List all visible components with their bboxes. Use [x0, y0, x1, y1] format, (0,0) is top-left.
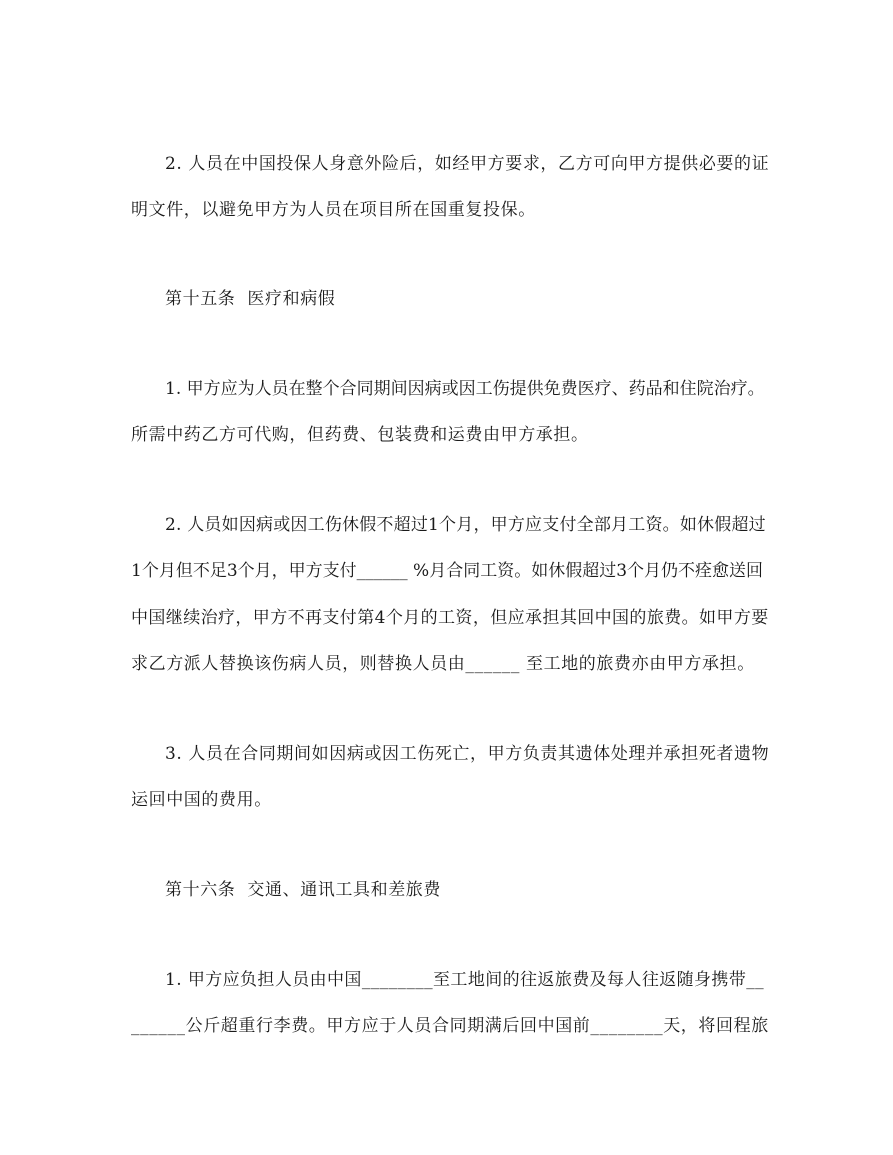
clause-15-item-3-line-1: 3. 人员在合同期间如因病或因工伤死亡，甲方负责其遗体处理并承担死者遗物: [165, 744, 770, 764]
clause-16-heading: 第十六条 交通、通讯工具和差旅费: [165, 880, 442, 900]
clause-16-item-1-line-1: 1. 甲方应负担人员由中国________至工地间的往返旅费及每人往返随身携带__: [165, 970, 765, 990]
clause-15-item-2-line-3: 中国继续治疗，甲方不再支付第4个月的工资，但应承担其回中国的旅费。如甲方要: [131, 608, 769, 628]
clause-15-item-2-line-2: 1个月但不足3个月，甲方支付______ %月合同工资。如休假超过3个月仍不痊愈送回: [131, 561, 764, 581]
clause-15-item-3-line-2: 运回中国的费用。: [131, 790, 272, 810]
clause-14-item-2-line-1: 2. 人员在中国投保人身意外险后，如经甲方要求，乙方可向甲方提供必要的证: [165, 154, 770, 174]
clause-15-item-2-line-1: 2. 人员如因病或因工伤休假不超过1个月，甲方应支付全部月工资。如休假超过: [165, 515, 766, 535]
clause-14-item-2-line-2: 明文件，以避免甲方为人员在项目所在国重复投保。: [131, 200, 536, 220]
clause-15-heading: 第十五条 医疗和病假: [165, 289, 336, 309]
clause-15-item-1-line-1: 1. 甲方应为人员在整个合同期间因病或因工伤提供免费医疗、药品和住院治疗。: [165, 379, 765, 399]
clause-15-item-1-line-2: 所需中药乙方可代购，但药费、包装费和运费由甲方承担。: [131, 425, 589, 445]
clause-15-item-2-line-4: 求乙方派人替换该伤病人员，则替换人员由______ 至工地的旅费亦由甲方承担。: [131, 654, 755, 674]
clause-16-item-1-line-2: ______公斤超重行李费。甲方应于人员合同期满后回中国前________天，将回程旅: [131, 1016, 769, 1036]
